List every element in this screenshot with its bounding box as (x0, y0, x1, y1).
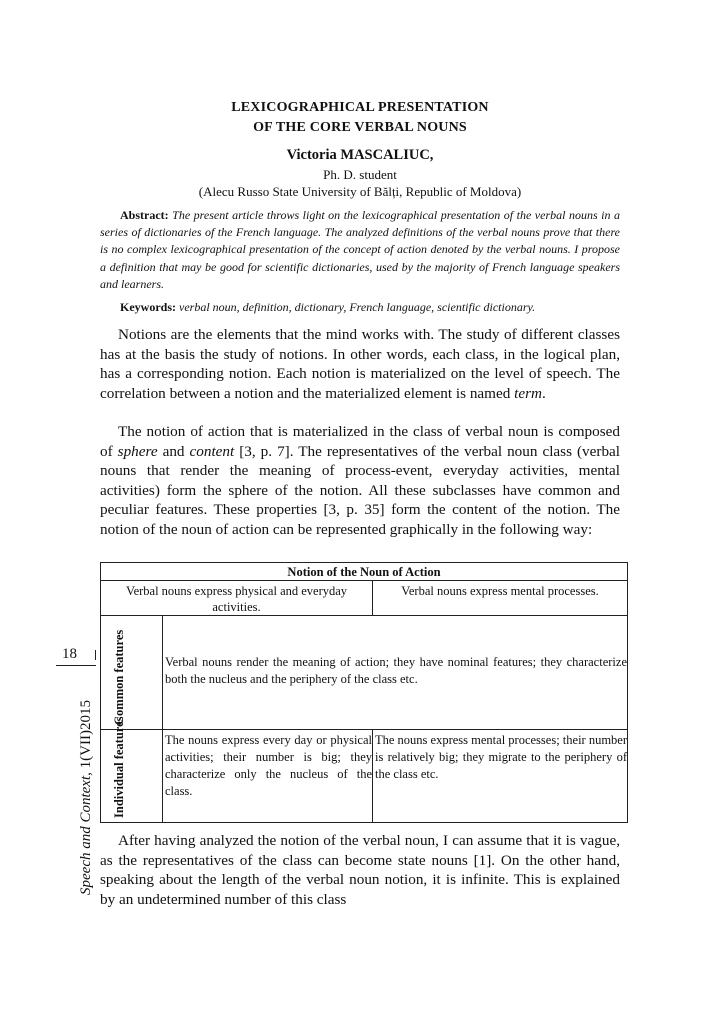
row-label-common: Common features (112, 629, 126, 725)
paragraph-1-end: . (541, 384, 546, 402)
paragraph-1-text: Notions are the elements that the mind works with. The study of different classes has at the basis the study of notions. In other words, each class, in the logical plan, has a corresponding notion. Each notion is materialized on the level of speech. The correlation between a notion and the materialized element is named (100, 326, 620, 402)
abstract (100, 207, 620, 293)
author-position: Ph. D. student (323, 167, 397, 182)
page-number-side-rule (95, 650, 96, 660)
journal-name: Speech and Context, (78, 772, 94, 895)
keywords (100, 300, 620, 315)
content-word: content (189, 442, 235, 460)
sphere-word: sphere (117, 442, 158, 460)
paragraph-3: After having analyzed the notion of the verbal noun, I can assume that it is vague, as the representatives of the class can become state nouns [1]. On the other hand, speaking about the length of the verbal noun notion, it is infinite. This is explained by an undetermined number of this class (100, 832, 620, 908)
author-name: Victoria MASCALIUC, (286, 147, 434, 163)
abstract-text: The present article throws light on the lexicographical presentation of the verbal nouns in a series of dictionaries of the French language. The analyzed definitions of the verbal nouns prove that there is no complex lexicographical presentation of the concept of action denoted by the verbal nouns. I propose a definition that may be good for scientific dictionaries, used by the majority of French language speakers and learners. (100, 208, 620, 291)
table-cell-common-features: Verbal nouns render the meaning of action; they have nominal features; they characterize both the nucleus and the periphery of the class etc. (163, 616, 627, 730)
paper-title-line2: OF THE CORE VERBAL NOUNS (253, 120, 467, 135)
paragraph-2-text-b: [3, p. 7]. The representatives of the verbal noun class (verbal nouns that render the meaning of process-event, everyday activities, mental activities) form the sphere of the notion. All these subclasses have common and peculiar features. These properties [3, p. 35] form the content of the notion. The notion of the noun of action can be represented graphically in the following way: (100, 442, 620, 538)
author-affiliation: (Alecu Russo State University of Bălți, Republic of Moldova) (198, 184, 522, 199)
abstract-label: Abstract: (120, 208, 169, 222)
paper-title-line1: LEXICOGRAPHICAL PRESENTATION (231, 100, 489, 115)
row-label-cell-common (101, 616, 163, 730)
page-number: 18 (62, 646, 77, 662)
notion-table (100, 562, 628, 823)
keywords-text: verbal noun, definition, dictionary, French language, scientific dictionary. (179, 300, 536, 314)
paragraph-2-text-a: The notion of action that is materialized in the class of verbal noun is composed of (100, 423, 620, 460)
paragraph-1 (100, 325, 620, 403)
keywords-label: Keywords: (120, 300, 176, 314)
table-header-physical: Verbal nouns express physical and everyday activities. (101, 581, 373, 616)
term-word: term (514, 384, 542, 402)
table-title: Notion of the Noun of Action (101, 563, 627, 581)
table-cell-individual-mental: The nouns express mental processes; their number is relatively big; they migrate to the periphery of the class etc. (375, 733, 628, 781)
row-label-individual: Individual features (112, 716, 126, 818)
table-header-mental: Verbal nouns express mental processes. (373, 581, 627, 616)
paragraph-2-and: and (157, 442, 190, 460)
paragraph-2 (100, 422, 620, 539)
journal-issue: 1(VII)2015 (78, 700, 94, 769)
row-label-cell-individual (101, 716, 163, 822)
journal-running-title (78, 700, 95, 895)
table-cell-individual-physical: The nouns express every day or physical activities; their number is big; they characterize only the nucleus of the class. (163, 730, 373, 822)
page-number-rule (56, 665, 96, 666)
